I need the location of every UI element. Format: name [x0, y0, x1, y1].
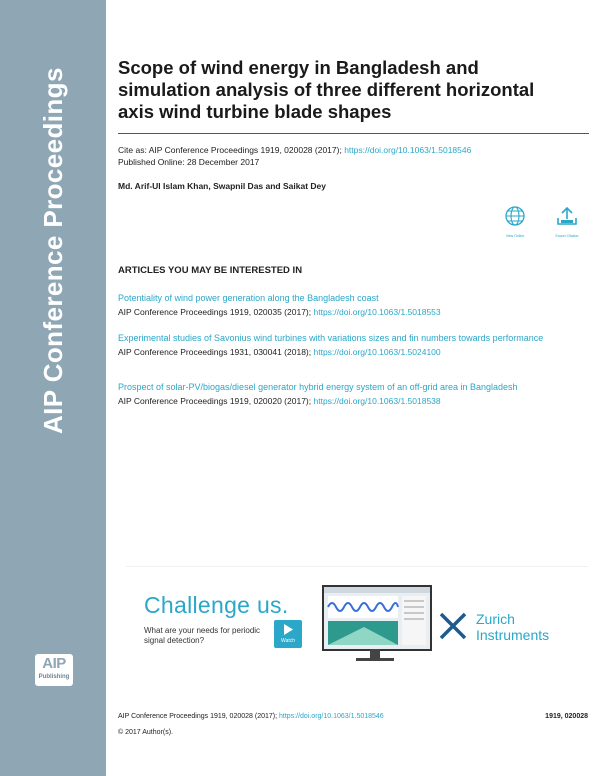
- brand-line-1: Zurich: [476, 611, 515, 627]
- ad-watch-button[interactable]: [274, 620, 302, 648]
- footer-page-id: 1919, 020028: [545, 713, 588, 720]
- footer-copyright: © 2017 Author(s).: [118, 729, 173, 736]
- journal-name: AIP Conference Proceedings: [38, 67, 68, 434]
- related-article-citation: [118, 396, 588, 406]
- ad-subtext: What are your needs for periodic signal detection?: [144, 626, 261, 645]
- journal-sidebar: [0, 0, 106, 776]
- related-article-citation: [118, 347, 588, 357]
- publishing-logo-text: Publishing: [38, 674, 70, 680]
- play-icon: [274, 620, 302, 638]
- author-list: Md. Arif-Ul Islam Khan, Swapnil Das and Saikat Dey: [118, 181, 326, 191]
- related-article-doi-link[interactable]: https://doi.org/10.1063/1.5018538: [313, 396, 441, 406]
- related-article-title-link[interactable]: Prospect of solar-PV/biogas/diesel generator hybrid energy system of an off-grid area in Bangladesh: [118, 382, 518, 392]
- related-article-doi-link[interactable]: https://doi.org/10.1063/1.5024100: [313, 347, 441, 357]
- footer-doi-link[interactable]: https://doi.org/10.1063/1.5018546: [279, 713, 384, 720]
- related-article-doi-link[interactable]: https://doi.org/10.1063/1.5018553: [313, 307, 441, 317]
- related-article-cite-text: AIP Conference Proceedings 1931, 030041 (2018);: [118, 347, 312, 357]
- cite-as-text: Cite as: AIP Conference Proceedings 1919, 020028 (2017);: [118, 145, 342, 155]
- related-article-cite-text: AIP Conference Proceedings 1919, 020020 (2017);: [118, 396, 312, 406]
- related-article-title-link[interactable]: Experimental studies of Savonius wind turbines with variations sizes and fin numbers towards performance: [118, 333, 544, 343]
- related-article-cite-text: AIP Conference Proceedings 1919, 020035 (2017);: [118, 307, 312, 317]
- globe-icon: [504, 205, 526, 227]
- signal-screen-graphic: [324, 587, 430, 649]
- footer-cite-text: AIP Conference Proceedings 1919, 020028 (2017);: [118, 713, 278, 720]
- export-citation-label: Export Citation: [555, 234, 579, 238]
- ad-monitor-image: [322, 585, 432, 651]
- title-divider: [118, 133, 589, 134]
- aip-logo-text: AIP: [42, 655, 66, 672]
- article-title: Scope of wind energy in Bangladesh and simulation analysis of three different horizontal axis wind turbine blade shapes: [118, 57, 535, 122]
- cite-as-line: [118, 145, 471, 155]
- related-article: [118, 382, 588, 406]
- published-online: Published Online: 28 December 2017: [118, 157, 260, 167]
- footer-citation: [118, 713, 384, 720]
- ad-monitor-base: [356, 658, 394, 661]
- advertisement-banner[interactable]: [126, 566, 588, 675]
- view-online-button[interactable]: [500, 205, 530, 238]
- related-article-title-link[interactable]: Potentiality of wind power generation along the Bangladesh coast: [118, 293, 379, 303]
- export-citation-button[interactable]: [550, 205, 584, 238]
- ad-headline: Challenge us.: [144, 592, 289, 618]
- view-online-label: View Online: [505, 234, 525, 238]
- ad-watch-label: Watch: [281, 638, 295, 644]
- article-doi-link[interactable]: https://doi.org/10.1063/1.5018546: [344, 145, 472, 155]
- aip-publishing-logo[interactable]: [35, 654, 73, 686]
- export-icon: [555, 205, 579, 227]
- zurich-instruments-brand: [476, 611, 549, 643]
- related-article: [118, 293, 588, 317]
- related-article: [118, 333, 588, 357]
- related-articles-heading: ARTICLES YOU MAY BE INTERESTED IN: [118, 265, 303, 276]
- brand-line-2: Instruments: [476, 627, 550, 643]
- related-article-citation: [118, 307, 588, 317]
- zurich-instruments-logo-icon: [438, 611, 468, 641]
